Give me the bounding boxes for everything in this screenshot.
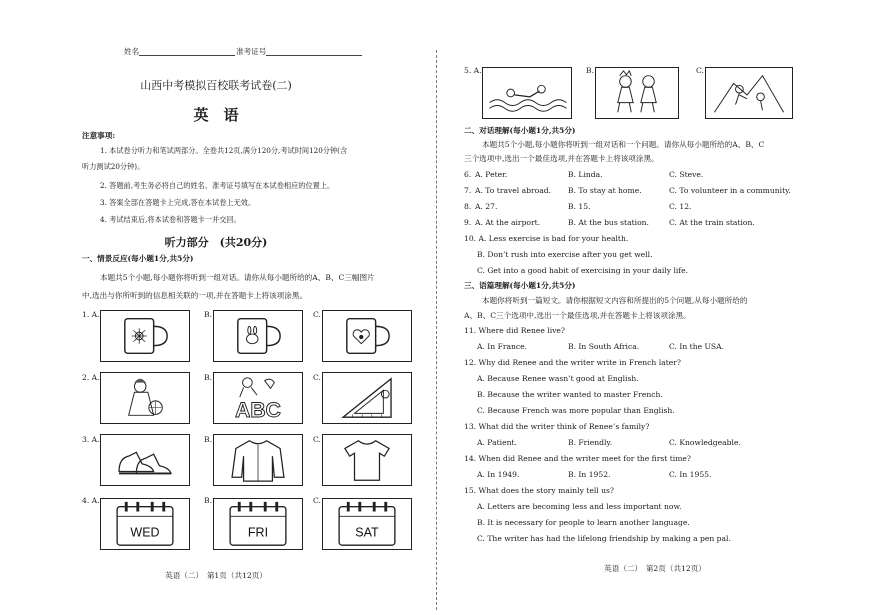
option-label: B. (586, 66, 594, 75)
part3-instruction: 本题你将听到一篇短文。请你根据短文内容和所提出的5个问题,从每小题所给的 (482, 296, 748, 305)
question-10-option-c: C. Get into a good habit of exercising in your daily life. (477, 266, 689, 275)
answer-option: B. It is necessary for people to learn another language. (477, 518, 690, 527)
calendar-fri-image (213, 498, 303, 550)
triangle-ruler-image (322, 372, 412, 424)
answer-option: B. Friendly. (568, 438, 613, 447)
calendar-sat-image (322, 498, 412, 550)
question-10-option-b: B. Don’t rush into exercise after you get well. (477, 250, 653, 259)
answer-option: A. Patient. (477, 438, 517, 447)
question-label: 2. A. (82, 373, 100, 382)
question-label: 3. A. (82, 435, 100, 444)
question-label: 1. A. (82, 310, 100, 319)
part3-heading: 三、语篇理解(每小题1分,共5分) (464, 281, 576, 290)
answer-option: A. To travel abroad. (475, 186, 552, 195)
note-line: 2. 答题前,考生务必将自己的姓名、准考证号填写在本试卷相应的位置上。 (100, 181, 335, 190)
name-label: 姓名 (124, 47, 140, 56)
answer-option: C. The writer has had the lifelong friendship by making a pen pal. (477, 534, 731, 543)
answer-option: B. 15. (568, 202, 591, 211)
swimming-image (482, 67, 572, 119)
mug-rabbit-image (213, 310, 303, 362)
right-page (440, 0, 870, 615)
subject-title: 英 语 (193, 106, 239, 124)
abc-text: ABC (235, 399, 281, 423)
answer-option: C. Knowledgeable. (669, 438, 741, 447)
question-number: 6. (464, 170, 472, 179)
part2-instruction: 本题共5个小题,每小题你将听到一组对话和一个问题。请你从每小题所给的A、B、C (482, 140, 765, 149)
option-label: C. (696, 66, 704, 75)
option-label: C. (313, 310, 321, 319)
question-label: 5. A. (464, 66, 482, 75)
question-text: 15. What does the story mainly tell us? (464, 486, 614, 495)
answer-option: A. In 1949. (477, 470, 520, 479)
question-text: 14. When did Renee and the writer meet for the first time? (464, 454, 691, 463)
question-text: 11. Where did Renee live? (464, 326, 565, 335)
part3-instruction: A、B、C三个选项中,选出一个最佳选项,并在答题卡上将该项涂黑。 (464, 311, 691, 320)
girl-globe-image (100, 372, 190, 424)
answer-option: B. At the bus station. (568, 218, 649, 227)
question-10-option-a: 10. A. Less exercise is bad for your health. (464, 234, 629, 243)
note-line: 4. 考试结束后,将本试卷和答题卡一并交回。 (100, 215, 241, 224)
abc-letters-image (213, 372, 303, 424)
page-footer: 英语（二） 第1页（共12页） (165, 571, 267, 580)
note-line: 听力测试20分钟)。 (82, 162, 145, 171)
part2-heading: 二、对话理解(每小题1分,共5分) (464, 126, 576, 135)
page-footer: 英语（二） 第2页（共12页） (604, 564, 706, 573)
mug-flower-image (100, 310, 190, 362)
name-blank (139, 48, 235, 56)
question-number: 7. (464, 186, 472, 195)
option-label: B. (204, 373, 212, 382)
exam-number-field (236, 47, 362, 56)
answer-option: C. Steve. (669, 170, 704, 179)
option-label: B. (204, 435, 212, 444)
friends-playing-image (595, 67, 679, 119)
answer-option: B. In 1952. (568, 470, 611, 479)
left-page (0, 0, 432, 615)
option-label: B. (204, 496, 212, 505)
answer-option: B. Linda. (568, 170, 603, 179)
option-label: C. (313, 373, 321, 382)
calendar-day-text: SAT (355, 525, 379, 540)
option-label: C. (313, 435, 321, 444)
exam-number-blank (266, 48, 362, 56)
answer-option: C. In 1955. (669, 470, 712, 479)
notes-heading: 注意事项: (82, 131, 116, 140)
calendar-wed-image (100, 498, 190, 550)
exam-title: 山西中考模拟百校联考试卷(二) (140, 79, 292, 92)
answer-option: A. In France. (477, 342, 528, 351)
name-field (124, 47, 235, 56)
answer-option: C. In the USA. (669, 342, 725, 351)
answer-option: A. Because Renee wasn’t good at English. (477, 374, 639, 383)
answer-option: C. At the train station. (669, 218, 755, 227)
answer-option: B. To stay at home. (568, 186, 642, 195)
option-label: C. (313, 496, 321, 505)
mug-heart-image (322, 310, 412, 362)
question-number: 8. (464, 202, 472, 211)
calendar-day-text: WED (130, 525, 160, 540)
part2-instruction: 三个选项中,选出一个最佳选项,并在答题卡上将该项涂黑。 (464, 154, 659, 163)
answer-option: A. At the airport. (475, 218, 541, 227)
answer-option: C. To volunteer in a community. (669, 186, 791, 195)
part1-instruction: 中,选出与你所听到的信息相关联的一项,并在答题卡上将该项涂黑。 (82, 291, 308, 300)
part1-instruction: 本题共5个小题,每小题你将听到一组对话。请你从每小题所给的A、B、C三幅图片 (100, 273, 375, 282)
answer-option: C. Because French was more popular than English. (477, 406, 675, 415)
part1-heading: 一、情景反应(每小题1分,共5分) (82, 254, 194, 263)
answer-option: C. 12. (669, 202, 692, 211)
exam-number-label: 准考证号 (236, 47, 267, 56)
question-text: 13. What did the writer think of Renee’s family? (464, 422, 650, 431)
answer-option: A. 27. (475, 202, 498, 211)
answer-option: A. Letters are becoming less and less important now. (477, 502, 682, 511)
sneakers-image (100, 434, 190, 486)
page-divider (436, 50, 437, 610)
question-label: 4. A. (82, 496, 100, 505)
answer-option: B. In South Africa. (568, 342, 640, 351)
calendar-day-text: FRI (247, 525, 269, 540)
note-line: 1. 本试卷分听力和笔试两部分。全卷共12页,满分120分,考试时间120分钟(含 (100, 146, 348, 155)
listening-section-title: 听力部分 (共20分) (164, 236, 268, 249)
jacket-image (213, 434, 303, 486)
climbing-image (705, 67, 793, 119)
answer-option: A. Peter. (475, 170, 508, 179)
answer-option: B. Because the writer wanted to master French. (477, 390, 663, 399)
question-number: 9. (464, 218, 472, 227)
note-line: 3. 答案全部在答题卡上完成,答在本试卷上无效。 (100, 198, 256, 207)
option-label: B. (204, 310, 212, 319)
question-text: 12. Why did Renee and the writer write in French later? (464, 358, 681, 367)
tshirt-image (322, 434, 412, 486)
